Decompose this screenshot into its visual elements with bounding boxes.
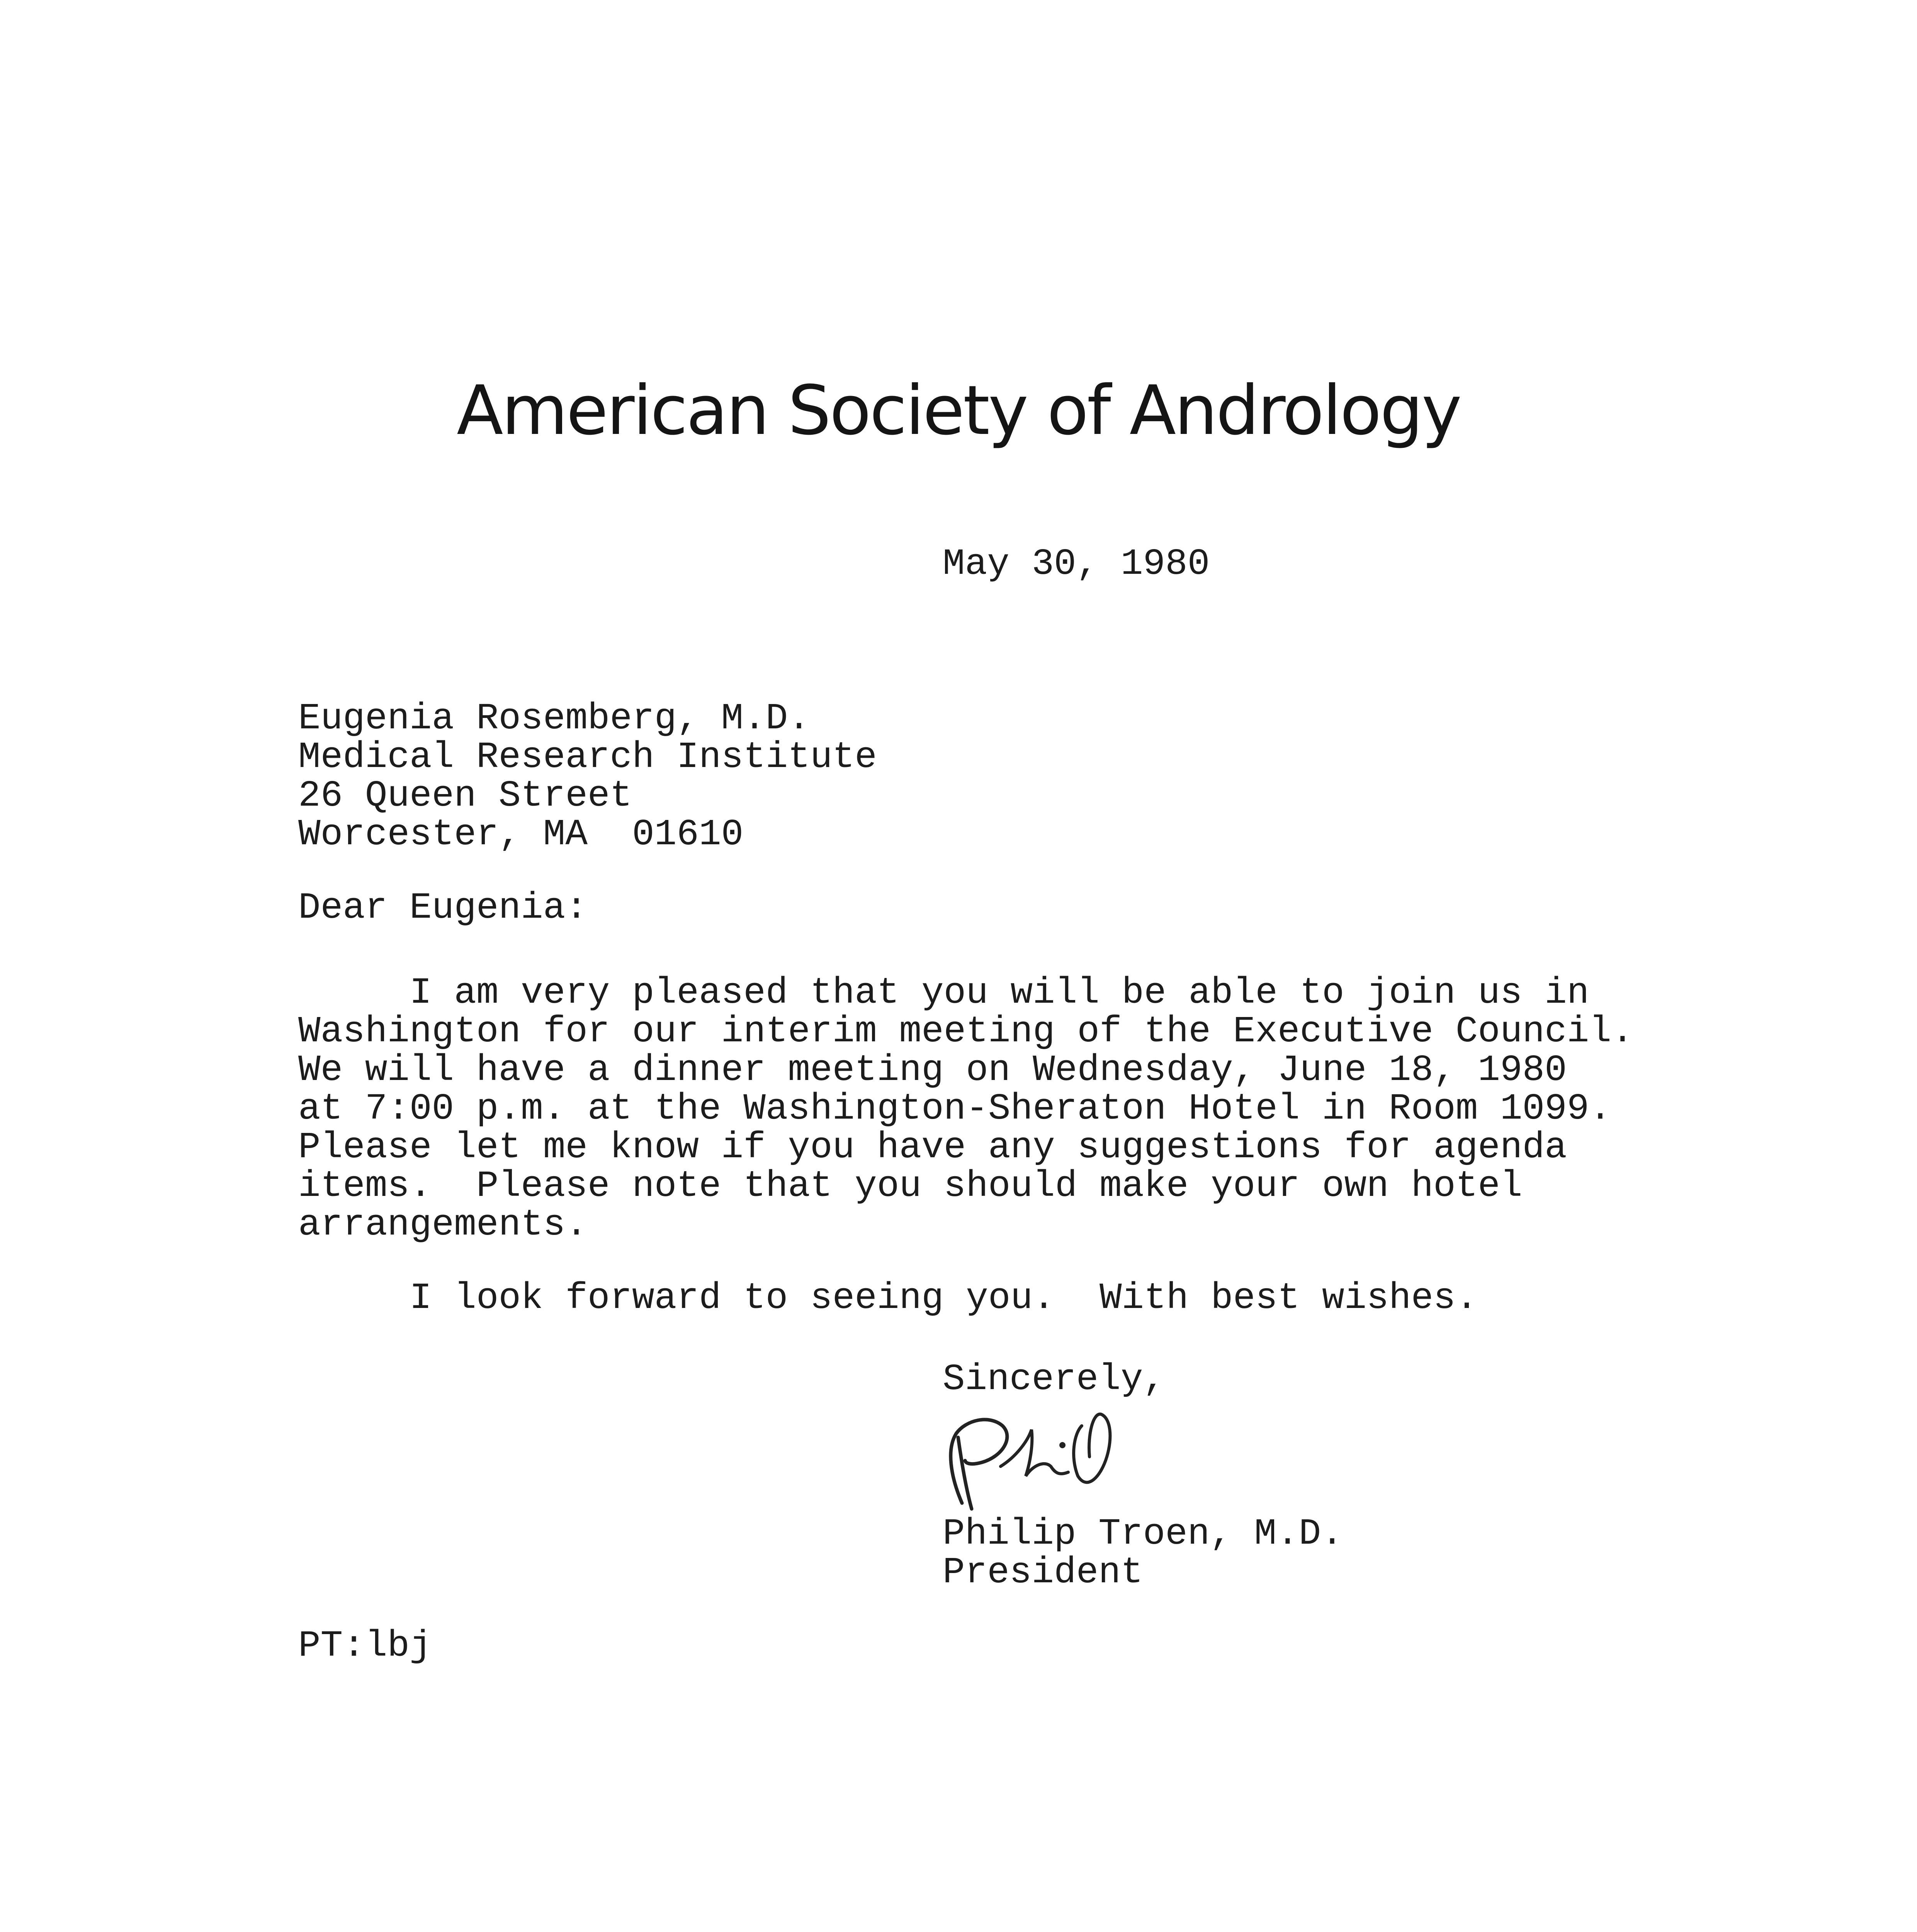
reference-initials: PT:lbj (298, 1625, 432, 1667)
body-line: Please let me know if you have any suggestions for agenda (298, 1126, 1567, 1168)
signer-title: President (943, 1551, 1143, 1594)
recipient-street: 26 Queen Street (298, 775, 632, 817)
body-line: items. Please note that you should make your own hotel (298, 1165, 1523, 1207)
recipient-city: Worcester, MA 01610 (298, 813, 744, 855)
body-line: I am very pleased that you will be able to join us in (298, 972, 1589, 1014)
signer-block (943, 1515, 1343, 1592)
recipient-institution: Medical Research Institute (298, 736, 877, 778)
signer-name: Philip Troen, M.D. (943, 1513, 1343, 1555)
salutation: Dear Eugenia: (298, 887, 588, 929)
complimentary-close: Sincerely, (943, 1358, 1166, 1400)
body-paragraph (298, 974, 1634, 1244)
handwritten-signature (935, 1399, 1136, 1515)
body-line: We will have a dinner meeting on Wednesday, June 18, 1980 (298, 1049, 1567, 1091)
letter-date: May 30, 1980 (943, 543, 1210, 585)
body-line: Washington for our interim meeting of the Executive Council. (298, 1010, 1634, 1053)
recipient-address (298, 699, 877, 854)
recipient-name: Eugenia Rosemberg, M.D. (298, 697, 811, 740)
body-line: arrangements. (298, 1204, 588, 1246)
body-line: at 7:00 p.m. at the Washington-Sheraton Hotel in Room 1099. (298, 1088, 1611, 1130)
letterhead-title: American Society of Andrology (457, 371, 1460, 450)
closing-paragraph: I look forward to seeing you. With best wishes. (298, 1277, 1478, 1319)
